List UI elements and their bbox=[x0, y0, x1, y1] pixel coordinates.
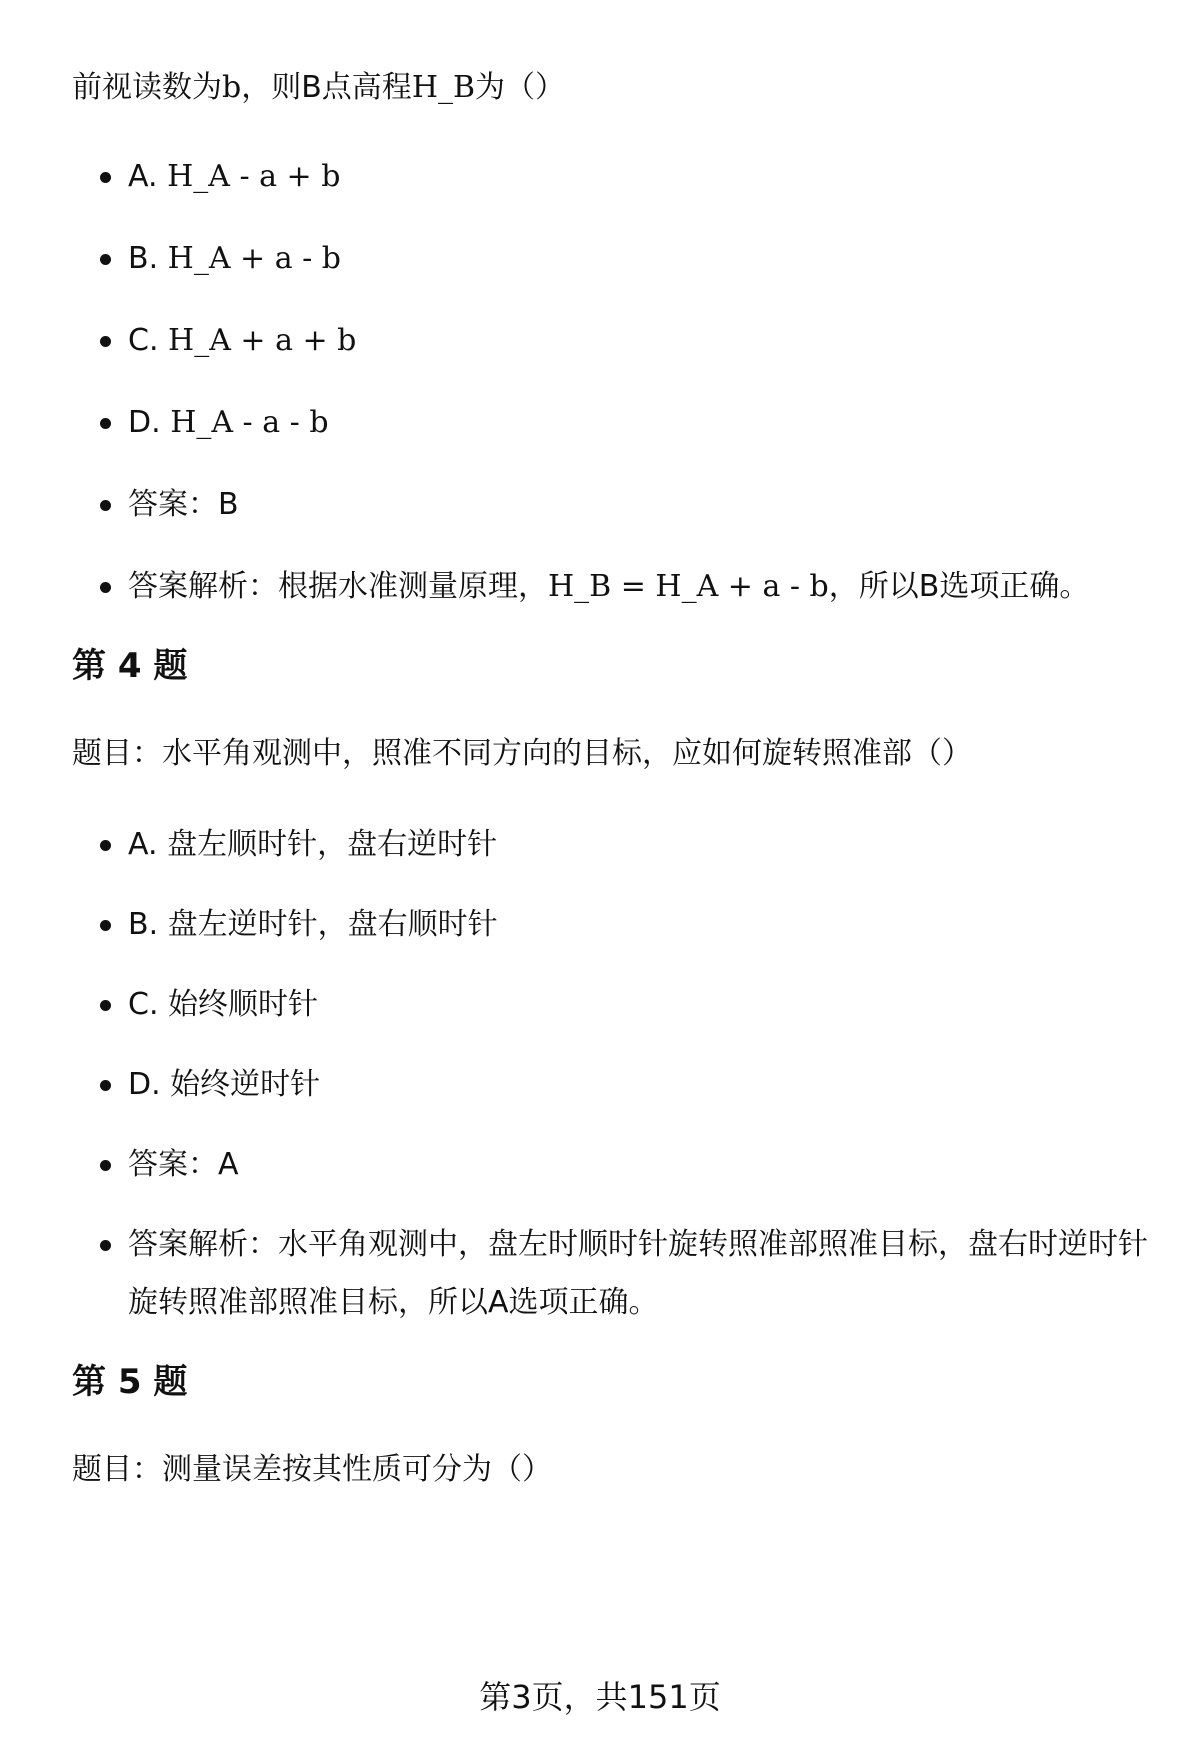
answer-text: 答案：B bbox=[128, 487, 239, 522]
option-c bbox=[72, 976, 1152, 1034]
question-heading: 第 4 题 bbox=[72, 646, 188, 686]
analysis-line-continued bbox=[72, 1274, 1152, 1332]
bullet-icon bbox=[100, 1000, 111, 1011]
option-letter: D. bbox=[128, 405, 161, 440]
question-heading: 第 5 题 bbox=[72, 1362, 188, 1402]
option-a bbox=[72, 148, 1152, 206]
option-expression: H_A - a - b bbox=[170, 405, 329, 440]
option-d bbox=[72, 1056, 1152, 1114]
analysis-text: 旋转照准部照准目标，所以A选项正确。 bbox=[128, 1285, 659, 1320]
question-continuation bbox=[72, 68, 565, 108]
continuation-text: 前视读数为 bbox=[72, 70, 222, 105]
option-expression: H_A + a + b bbox=[168, 323, 357, 358]
analysis-expression: H_B = H_A + a - b bbox=[548, 569, 829, 604]
option-text: C. 始终顺时针 bbox=[128, 987, 319, 1022]
answer-text: 答案：A bbox=[128, 1147, 239, 1182]
option-a bbox=[72, 816, 1152, 874]
bullet-icon bbox=[100, 500, 111, 511]
bullet-icon bbox=[100, 1240, 111, 1251]
analysis-text: 答案解析：根据水准测量原理， bbox=[128, 569, 548, 604]
answer-line bbox=[72, 476, 1152, 534]
bullet-icon bbox=[100, 582, 111, 593]
option-b bbox=[72, 230, 1152, 288]
bullet-icon bbox=[100, 920, 111, 931]
page-number: 第3页，共151页 bbox=[479, 1678, 721, 1716]
option-text: B. 盘左逆时针，盘右顺时针 bbox=[128, 907, 498, 942]
math-var-b: b bbox=[222, 70, 242, 105]
bullet-icon bbox=[100, 172, 111, 183]
option-letter: B. bbox=[128, 241, 159, 276]
question-text: 题目：水平角观测中，照准不同方向的目标，应如何旋转照准部（） bbox=[72, 736, 972, 771]
option-letter: C. bbox=[128, 323, 159, 358]
analysis-text: 答案解析：水平角观测中，盘左时顺时针旋转照准部照准目标，盘右时逆时针 bbox=[128, 1227, 1148, 1262]
option-text: A. 盘左顺时针，盘右逆时针 bbox=[128, 827, 498, 862]
bullet-icon bbox=[100, 1160, 111, 1171]
bullet-icon bbox=[100, 254, 111, 265]
analysis-line bbox=[72, 1216, 1152, 1274]
question-text: 题目：测量误差按其性质可分为（） bbox=[72, 1452, 552, 1487]
option-b bbox=[72, 896, 1152, 954]
bullet-icon bbox=[100, 1080, 111, 1091]
answer-line bbox=[72, 1136, 1152, 1194]
option-text: D. 始终逆时针 bbox=[128, 1067, 321, 1102]
option-letter: A. bbox=[128, 159, 158, 194]
bullet-icon bbox=[100, 336, 111, 347]
option-expression: H_A - a + b bbox=[167, 159, 341, 194]
bullet-icon bbox=[100, 418, 111, 429]
continuation-text: ，则B点高程 bbox=[241, 70, 412, 105]
option-c bbox=[72, 312, 1152, 370]
continuation-text: 为（） bbox=[475, 70, 566, 105]
analysis-line bbox=[72, 558, 1152, 616]
option-d bbox=[72, 394, 1152, 452]
analysis-text: ，所以B选项正确。 bbox=[828, 569, 1090, 604]
bullet-icon bbox=[100, 840, 111, 851]
math-var-hb: H_B bbox=[411, 70, 476, 105]
option-expression: H_A + a - b bbox=[167, 241, 342, 276]
